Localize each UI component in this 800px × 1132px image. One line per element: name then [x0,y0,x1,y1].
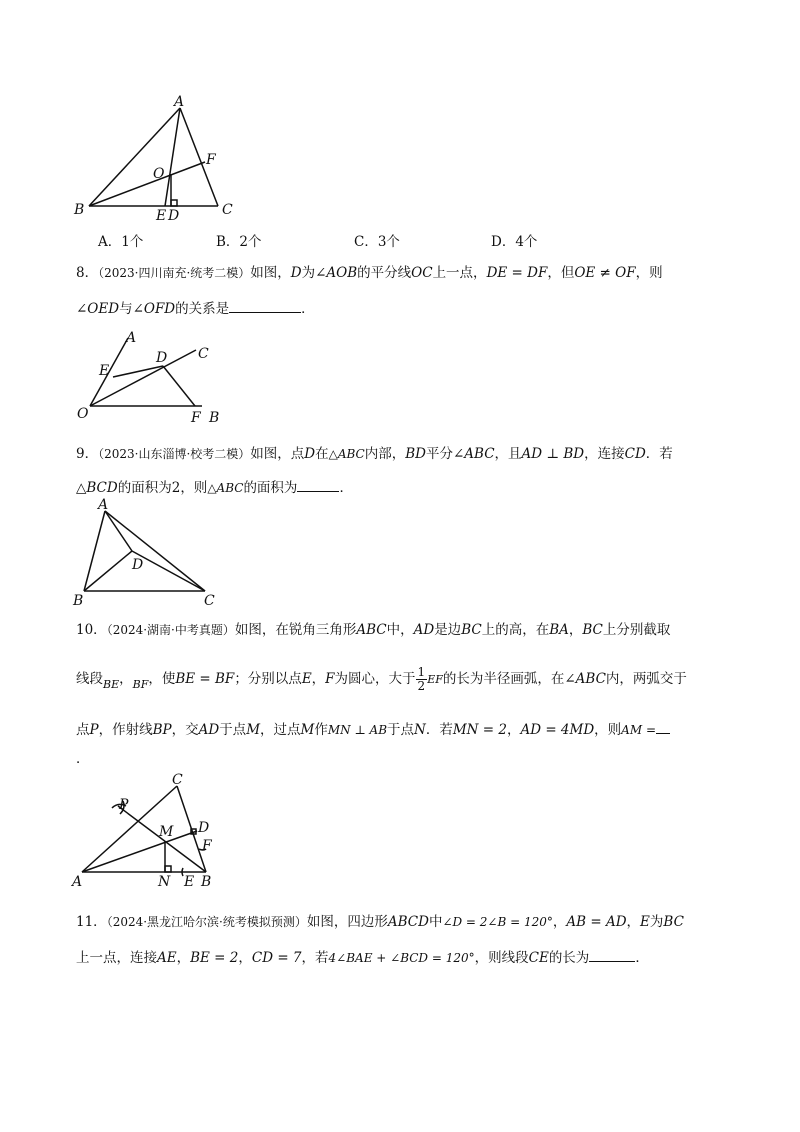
q9-text: 平分 [425,446,453,462]
q10-math: BC [582,622,603,638]
fig10-label-d: D [198,820,210,836]
q9-line2 [76,477,353,497]
fig10-label-b: B [201,874,212,890]
q10-text: ，过点 [260,722,301,738]
q7-option-b: B．2个 [216,234,262,250]
q8-math: OC [411,265,433,281]
q11-answer-blank[interactable] [589,947,635,962]
q10-line2 [76,666,687,694]
q10-text: ， [568,622,583,638]
q10-math: P [89,722,99,738]
fig8-label-a: A [126,330,137,346]
figure-q10 [66,772,226,892]
q10-text: ， [119,671,133,687]
q11-math: CD = 7 [251,950,302,966]
fig8-label-c: C [198,346,209,362]
q11-text: ， [176,950,191,966]
q9-text: 如图，点 [250,446,305,462]
q8-math: ∠AOB [315,265,358,281]
q10-line1 [76,621,670,639]
q10-math: F [325,671,335,687]
q11-math: AE [157,950,177,966]
q10-source: （2024·湖南·中考真题） [106,623,235,637]
q9-math: AD ⊥ BD [521,446,585,462]
q11-text: ， [238,950,252,966]
q10-text: ， [311,671,326,687]
fig7-label-d: D [168,208,180,224]
fig9-label-a: A [98,497,109,513]
q10-math: MN ⊥ AB [327,723,388,737]
q9-number: 9． [76,446,99,462]
q8-source: （2023·四川南充·统考二模） [98,266,251,280]
q10-math: BP [152,722,172,738]
q10-answer-blank[interactable] [656,719,670,734]
fig8-label-e: E [99,363,110,379]
q8-number: 8． [76,265,99,281]
fig7-label-c: C [222,202,233,218]
q8-line1 [76,264,663,282]
q11-math: CE [528,950,549,966]
q8-text: ，但 [547,265,575,281]
fig7-label-o: O [153,166,165,182]
q9-text: ，连接 [584,446,625,462]
q10-number: 10． [76,622,107,638]
fig8-label-d: D [156,350,168,366]
q10-text: 点 [76,722,90,738]
q9-text: ，则 [180,480,208,496]
q8-math: ∠OED [76,301,120,317]
q11-math: 4∠BAE + ∠BCD = 120° [328,951,475,965]
q10-text: 中， [386,622,414,638]
fig10-label-a: A [72,874,83,890]
fig10-label-e: E [184,874,195,890]
fig7-label-e: E [156,208,167,224]
q10-math: EF [427,673,443,686]
q10-math: AD [413,622,435,638]
q10-math: AM = [621,723,656,737]
q9-source: （2023·山东淄博·校考二模） [98,447,251,461]
q11-math: ABCD [387,914,429,930]
q10-math: M [300,722,315,738]
q11-source: （2024·黑龙江哈尔滨·统考模拟预测） [106,915,307,929]
fig7-label-f: F [206,152,216,168]
q11-text: 如图，四边形 [306,914,388,930]
q10-math: BE = BF [175,671,235,687]
q10-text: 为圆心，大于 [334,671,416,687]
q10-math: MN = 2 [452,722,507,738]
q9-text: ．若 [645,446,673,462]
q10-text: 的长为半径画弧，在 [442,671,565,687]
q8-line2 [76,298,315,318]
q10-line3 [76,719,670,739]
fig7-label-a: A [174,94,185,110]
fig9-label-d: D [132,557,144,573]
q11-math: E [640,914,650,930]
q9-math: ∠ABC [452,446,495,462]
q10-math: BE [103,678,120,691]
q9-math: △BCD [76,480,118,496]
q9-math: CD [624,446,646,462]
figure-q8 [70,330,240,430]
figure-q7 [60,90,260,230]
q10-text: 作 [314,722,328,738]
q8-text: 为 [301,265,316,281]
q10-text: 线段 [76,671,103,687]
fig8-label-o: O [77,406,89,422]
q10-text: 内，两弧交于 [605,671,687,687]
fig8-label-f: F [191,410,201,426]
fig8-label-b: B [209,410,220,426]
q11-text: ， [552,914,567,930]
q8-text: ，则 [635,265,663,281]
q11-text: ． [635,950,649,966]
q11-text: ，则线段 [474,950,529,966]
q9-math: 2 [171,480,181,496]
q11-text: ，若 [301,950,329,966]
q11-math: BC [663,914,684,930]
q10-text: ，交 [171,722,199,738]
q7-option-d: D．4个 [491,234,538,250]
q9-math: D [304,446,316,462]
q10-text: ．若 [425,722,453,738]
q10-frac-den: 2 [417,679,426,693]
q11-text: ， [626,914,641,930]
q10-math: BC [461,622,482,638]
q9-line1 [76,445,673,463]
q9-text: ． [339,480,353,496]
q9-math: △ABC [328,447,365,461]
q11-text: 为 [649,914,664,930]
q10-text: ，使 [148,671,176,687]
q10-math: AD [198,722,220,738]
q7-option-a: A．1个 [98,234,144,250]
fig10-label-p: P [119,797,129,813]
q10-text: 于点 [219,722,247,738]
q11-text: 的长为 [548,950,590,966]
q11-text: 中 [428,914,443,930]
q8-math: DE = DF [486,265,548,281]
q8-math: OE ≠ OF [574,265,636,281]
q7-option-c: C．3个 [354,234,400,250]
q11-math: ∠D = 2∠B = 120° [442,915,553,929]
q10-text: ， [506,722,521,738]
fig10-label-c: C [172,772,183,788]
q10-math: M [246,722,261,738]
fig9-label-b: B [73,593,84,609]
q11-number: 11． [76,914,107,930]
q8-text: 的关系是 [175,301,230,317]
fig10-label-f: F [202,838,212,854]
q10-math: ∠ABC [564,671,606,687]
q9-text: 在 [315,446,329,462]
q10-frac-num: 1 [417,665,426,679]
q9-text: 的面积为 [117,480,172,496]
q8-math: D [290,265,302,281]
figure-q9 [70,495,240,610]
q8-math: ∠OFD [132,301,176,317]
q11-text: 上一点，连接 [76,950,157,966]
q9-answer-blank[interactable] [297,477,339,492]
q9-math: △ABC [207,481,244,495]
q11-math: BE = 2 [190,950,239,966]
q8-text: 上一点， [432,265,487,281]
q10-math: AD = 4MD [520,722,595,738]
q9-text: 内部， [364,446,406,462]
q10-text: 上分别截取 [602,622,671,638]
fig9-label-c: C [204,593,215,609]
q9-text: 的面积为 [243,480,298,496]
q9-math: BD [405,446,426,462]
q10-text: ，作射线 [98,722,153,738]
q10-line4: ． [76,751,90,767]
q10-math: ABC [356,622,387,638]
fig10-label-m: M [159,824,174,840]
q10-fraction [416,666,428,693]
q10-text: 如图，在锐角三角形 [234,622,357,638]
q10-text: 上的高，在 [481,622,550,638]
q11-line2 [76,947,649,967]
q10-text: ；分别以点 [234,671,302,687]
fig10-label-n: N [158,874,171,890]
q10-math: BA [549,622,569,638]
q8-answer-blank[interactable] [229,298,301,313]
q9-text: ，且 [494,446,522,462]
q11-line1 [76,913,684,931]
q11-math: AB = AD [566,914,627,930]
q10-math: BF [132,678,149,691]
q10-text: 于点 [387,722,415,738]
q10-math: E [301,671,312,687]
q8-text: ． [301,301,315,317]
q10-text: ，则 [594,722,622,738]
q8-text: 如图， [250,265,291,281]
q8-text: 与 [119,301,133,317]
fig7-label-b: B [74,202,85,218]
q10-text: 是边 [434,622,462,638]
q10-math: N [414,722,426,738]
q8-text: 的平分线 [357,265,412,281]
